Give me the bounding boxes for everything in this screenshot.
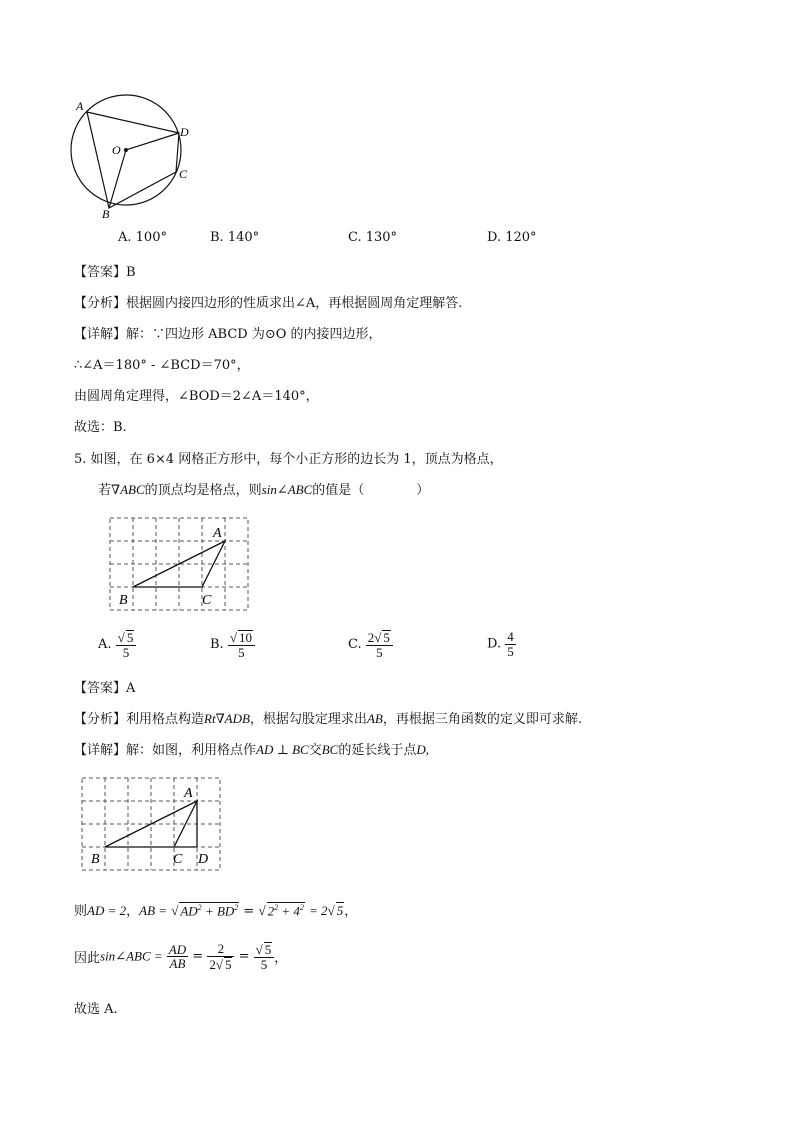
option-fraction: $\frac{√ 10}{5}$ (228, 630, 255, 659)
q4-answer: 【答案】B (74, 265, 136, 280)
label-o: O (112, 143, 121, 157)
q4-detail-line-1: 【详解】解：∵四边形 ABCD 为⊙O 的内接四边形， (74, 327, 382, 342)
calc-equals: = (238, 949, 250, 965)
numerator: 4 (507, 629, 514, 644)
q4-option-b: B. 140° (210, 230, 260, 245)
calc-ad: AD = 2 (87, 903, 127, 918)
label-b: B (102, 207, 110, 220)
calc-fraction-1: $\frac{AD}{AB}$ (168, 941, 187, 972)
q4-detail-line-2: ∴∠A＝180° - ∠BCD＝70°， (74, 358, 250, 373)
calc-root-1: √ $AD^2 + BD^2$ (171, 902, 239, 918)
calc-fraction-2: $\frac{2}{2√ 5}$ (207, 942, 234, 971)
q5-detail (74, 739, 429, 758)
label-a: A (184, 786, 193, 801)
center-point (124, 148, 128, 152)
q5-option-d (487, 630, 516, 658)
calc-ab: AB = (139, 903, 168, 918)
analysis-text: ，再根据三角函数的定义即可求解. (382, 712, 582, 727)
q5-stem-mid: 的顶点均是格点，则 (144, 483, 262, 498)
label-a: A (76, 99, 84, 113)
q5-analysis (74, 708, 582, 727)
q5-stem-line-1: 5. 如图，在 6×4 网格正方形中，每个小正方形的边长为 1，顶点为格点， (74, 452, 503, 467)
radicand: 5 (383, 630, 390, 645)
detail-segment: BC (321, 742, 339, 757)
q4-detail-line-3: 由圆周角定理得，∠BOD＝2∠A＝140°， (74, 389, 319, 404)
option-letter: A. (98, 637, 112, 653)
q5-grid-figure-1 (100, 512, 260, 616)
q4-circle-figure (60, 92, 200, 220)
radicand: 5 (126, 630, 134, 645)
label-c: C (179, 167, 188, 181)
segment-ob (109, 150, 126, 208)
coefficient: 2 (367, 630, 375, 645)
q5-stem-expression: sin∠ABC (261, 482, 313, 497)
detail-text: 的延长线于点 (338, 743, 417, 758)
calc-text: ， (274, 951, 288, 967)
denominator: 5 (122, 644, 130, 660)
option-fraction: $\frac{√ 5}{5}$ (116, 630, 137, 659)
q5-calc-line-2 (74, 942, 287, 971)
calc-root-3: √ 5 (327, 903, 344, 918)
calc-root-2: √ $2^2 + 4^2$ (258, 902, 304, 918)
calc-fraction-3: $\frac{√ 5}{5}$ (254, 942, 275, 971)
denominator: 5 (507, 643, 514, 659)
label-b: B (119, 593, 128, 608)
calc-text: ， (344, 904, 358, 919)
analysis-triangle: Rt∇ADB (204, 711, 250, 726)
analysis-text: 【分析】利用格点构造 (74, 712, 205, 727)
quadrilateral-abcd (87, 112, 179, 208)
detail-text: 【详解】解：如图，利用格点作 (74, 743, 257, 758)
label-c: C (202, 593, 212, 608)
detail-perpendicular: AD ⊥ BC (256, 742, 309, 757)
calc-text: 因此 (74, 951, 101, 967)
q4-option-d: D. 120° (487, 230, 537, 245)
option-fraction (505, 630, 516, 658)
calc-equals: = (192, 949, 204, 965)
denominator: 5 (376, 644, 383, 660)
q4-analysis: 【分析】根据圆内接四边形的性质求出∠A，再根据圆周角定理解答. (74, 296, 463, 311)
q5-stem-pre: 若 (98, 483, 112, 498)
calc-text: ， (126, 904, 140, 919)
q5-option-a (98, 630, 136, 659)
q5-stem-line-2 (98, 479, 429, 498)
label-a: A (213, 526, 222, 541)
q4-detail-line-4: 故选：B. (74, 420, 127, 435)
q5-calc-line-1 (74, 900, 357, 919)
segment-od (126, 133, 179, 150)
option-letter: B. (210, 637, 224, 653)
q5-option-c (348, 630, 393, 659)
radicand: 10 (238, 630, 252, 645)
q5-answer: 【答案】A (74, 681, 136, 696)
q4-option-c: C. 130° (348, 230, 398, 245)
analysis-text: ，根据勾股定理求出 (249, 712, 367, 727)
option-letter: D. (487, 636, 502, 652)
label-c: C (173, 852, 183, 867)
detail-text: 交 (308, 743, 322, 758)
label-d: D (180, 125, 189, 139)
calc-text: 则 (74, 904, 88, 919)
detail-point: D, (416, 742, 429, 757)
calc-sin: sin∠ABC = (100, 948, 163, 964)
option-fraction: $\frac{2√ 5}{5}$ (366, 630, 393, 659)
q4-option-a: A. 100° (118, 230, 167, 245)
calc-result: = 2 (309, 903, 328, 918)
analysis-segment: AB (366, 711, 383, 726)
label-d: D (198, 852, 209, 867)
q5-stem-post: 的值是（ ） (312, 483, 430, 498)
q5-stem-triangle: ∇ABC (111, 482, 145, 497)
q5-conclusion: 故选 A. (74, 1002, 118, 1017)
option-letter: C. (348, 637, 362, 653)
q5-grid-figure-2 (72, 772, 232, 876)
calc-equals: = (243, 904, 255, 919)
q5-option-b (210, 630, 255, 659)
denominator: 5 (238, 644, 245, 660)
label-b: B (91, 852, 100, 867)
